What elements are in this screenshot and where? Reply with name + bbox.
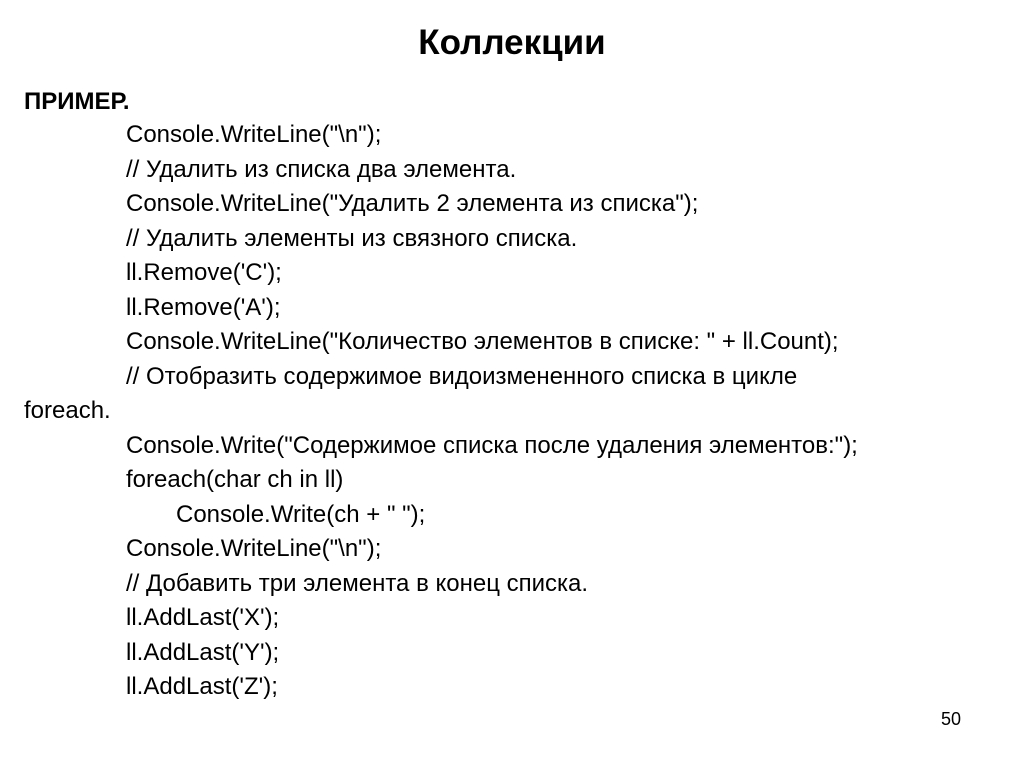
page-number: 50 [941,709,962,729]
code-listing [24,118,1014,705]
code-line: foreach(char ch in ll) [126,466,344,493]
code-line: Console.WriteLine("Количество элементов в списке: " + ll.Count); [126,328,839,355]
code-line: ll.Remove('A'); [126,293,281,321]
code-line: foreach. [24,397,111,424]
code-line: // Отобразить содержимое видоизмененного списка в цикле [126,362,798,390]
example-label: ПРИМЕР. [24,88,130,115]
code-line: Console.Write("Содержимое списка после удаления элементов:"); [126,431,858,459]
code-line: // Удалить из списка два элемента. [126,155,517,183]
code-line: // Удалить элементы из связного списка. [126,224,578,252]
code-line: ll.AddLast('Z'); [126,673,278,700]
code-line: ll.AddLast('Y'); [126,638,280,666]
code-line: Console.WriteLine("Удалить 2 элемента из списка"); [126,190,699,217]
code-line: Console.Write(ch + " "); [176,500,426,528]
code-line: Console.WriteLine("\n"); [126,121,382,148]
code-line: ll.Remove('C'); [126,259,282,286]
code-line: Console.WriteLine("\n"); [126,535,382,562]
code-line: ll.AddLast('X'); [126,604,280,631]
code-line: // Добавить три элемента в конец списка. [126,569,589,597]
slide-title: Коллекции [418,23,606,62]
